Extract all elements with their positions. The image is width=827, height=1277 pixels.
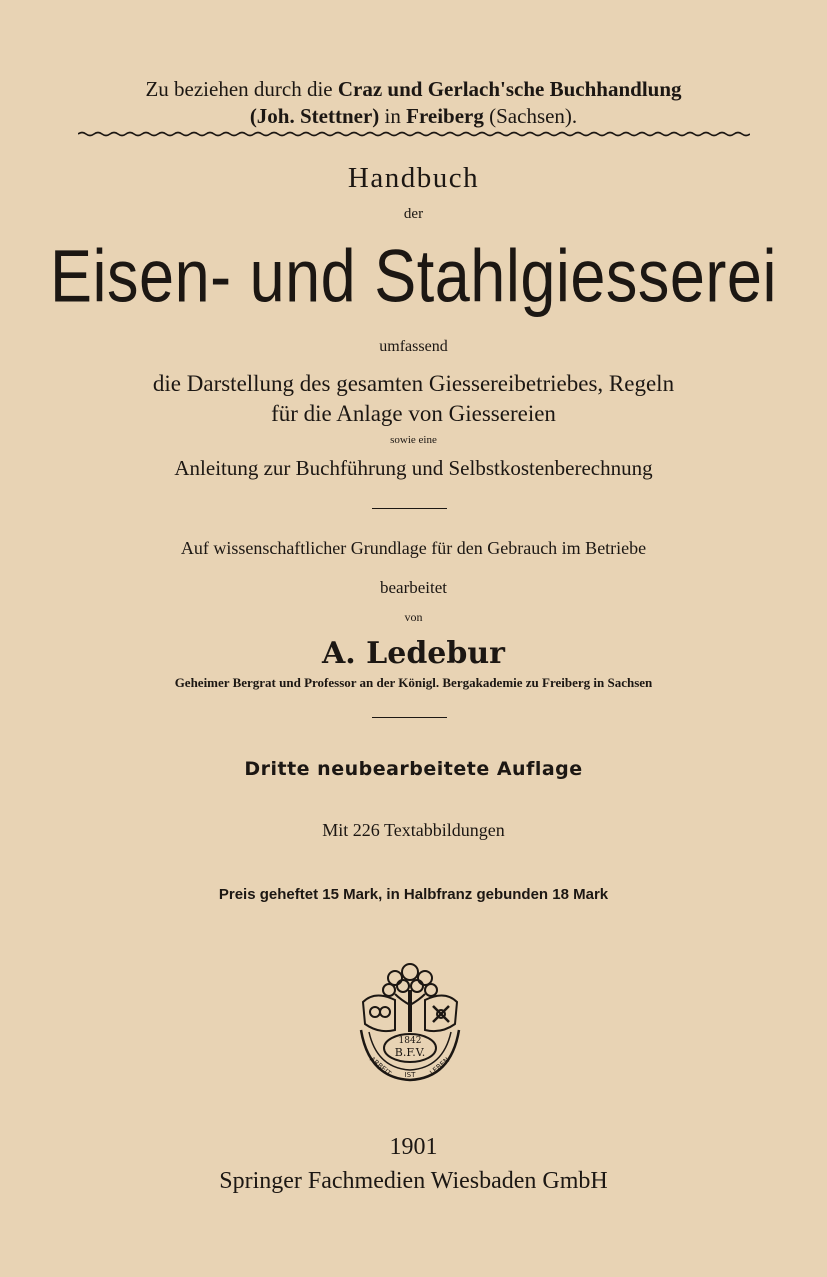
distributor-in: in <box>379 104 407 128</box>
title-handbuch: Handbuch <box>347 162 480 194</box>
divider-rule <box>372 717 447 718</box>
author-name: A. Ledebur <box>321 636 505 671</box>
subtitle-line-1: die Darstellung des gesamten Giessereibetriebes, Regeln <box>152 371 675 396</box>
emblem-motto-left: ARBEIT <box>368 1055 393 1078</box>
von-label: von <box>404 610 423 624</box>
subtitle-line-2: für die Anlage von Giessereien <box>271 401 556 426</box>
emblem-year: 1842 <box>398 1036 422 1046</box>
distributor-city: Freiberg <box>406 104 484 128</box>
distributor-prefix: Zu beziehen durch die <box>145 77 338 101</box>
emblem-motto-mid: IST <box>404 1071 416 1079</box>
author-affiliation: Geheimer Bergrat und Professor an der Königl. Bergakademie zu Freiberg in Sachsen <box>174 675 653 690</box>
emblem-motto-right: LEBEN <box>428 1056 452 1077</box>
figures-count: Mit 226 Textabbildungen <box>322 820 505 840</box>
price-statement: Preis geheftet 15 Mark, in Halbfranz gebunden 18 Mark <box>218 886 609 903</box>
subtitle-umfassend: umfassend <box>379 338 448 355</box>
distributor-name: Craz und Gerlach'sche Buchhandlung <box>337 77 682 101</box>
divider-rule <box>372 508 447 509</box>
distributor-line-1 <box>0 77 827 102</box>
subtitle-line-3: Anleitung zur Buchführung und Selbstkostenberechnung <box>174 456 653 480</box>
edition-statement: Dritte neubearbeitete Auflage <box>244 758 583 780</box>
publisher-name: Springer Fachmedien Wiesbaden GmbH <box>219 1168 608 1194</box>
distributor-region: (Sachsen). <box>483 104 578 128</box>
bearbeitet-label: bearbeitet <box>379 578 447 597</box>
publisher-emblem-icon <box>355 960 465 1085</box>
distributor-line-2 <box>0 104 827 129</box>
publication-year: 1901 <box>389 1134 438 1160</box>
wavy-rule <box>78 131 750 137</box>
basis-statement: Auf wissenschaftlicher Grundlage für den Gebrauch im Betriebe <box>180 538 647 558</box>
title-der: der <box>403 206 424 222</box>
subtitle-sowie: sowie eine <box>390 434 437 446</box>
distributor-owner: (Joh. Stettner) <box>249 104 380 128</box>
main-title: Eisen- und Stahlgiesserei <box>50 235 777 318</box>
emblem-initials: B.F.V. <box>394 1046 426 1059</box>
